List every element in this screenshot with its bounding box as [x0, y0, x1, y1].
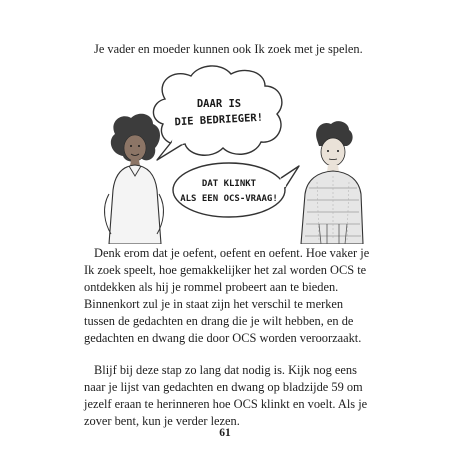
cloud-speech-bubble-left	[153, 66, 281, 160]
illustration-two-people-with-speech-bubbles	[95, 64, 365, 244]
paragraph-practice: Denk erom dat je oefent, oefent en oefent. Hoe vaker je Ik zoek speelt, hoe gemakkelijker het zal worden OCS te ontdekken als hij je rommel probeert aan te bieden. Binnenkort zul je in staat zijn het verschil te merken tussen de gedachten en drang die je wilt hebben, en de gedachten en dwang die door OCS worden veroorzaakt.	[84, 246, 370, 345]
girl-illustration	[105, 114, 164, 244]
paragraph-stay-with-step: Blijf bij deze stap zo lang dat nodig is. Kijk nog eens naar je lijst van gedachten en dwang op bladzijde 59 om jezelf eraan te herinneren hoe OCS klinkt en voelt. Als je zover bent, kun je verder lezen.	[84, 363, 368, 428]
boy-illustration	[301, 121, 363, 244]
oval-speech-bubble-right	[173, 163, 299, 217]
bubble-left-line-2: DIE BEDRIEGER!	[174, 111, 264, 129]
bubble-left-line-1: DAAR IS	[196, 98, 242, 110]
bubble-right-line-1: DAT KLINKT	[201, 179, 257, 189]
bubble-right-line-2: ALS EEN OCS-VRAAG!	[180, 194, 278, 204]
page-number: 61	[219, 427, 231, 439]
intro-paragraph: Je vader en moeder kunnen ook Ik zoek met je spelen.	[94, 42, 363, 56]
